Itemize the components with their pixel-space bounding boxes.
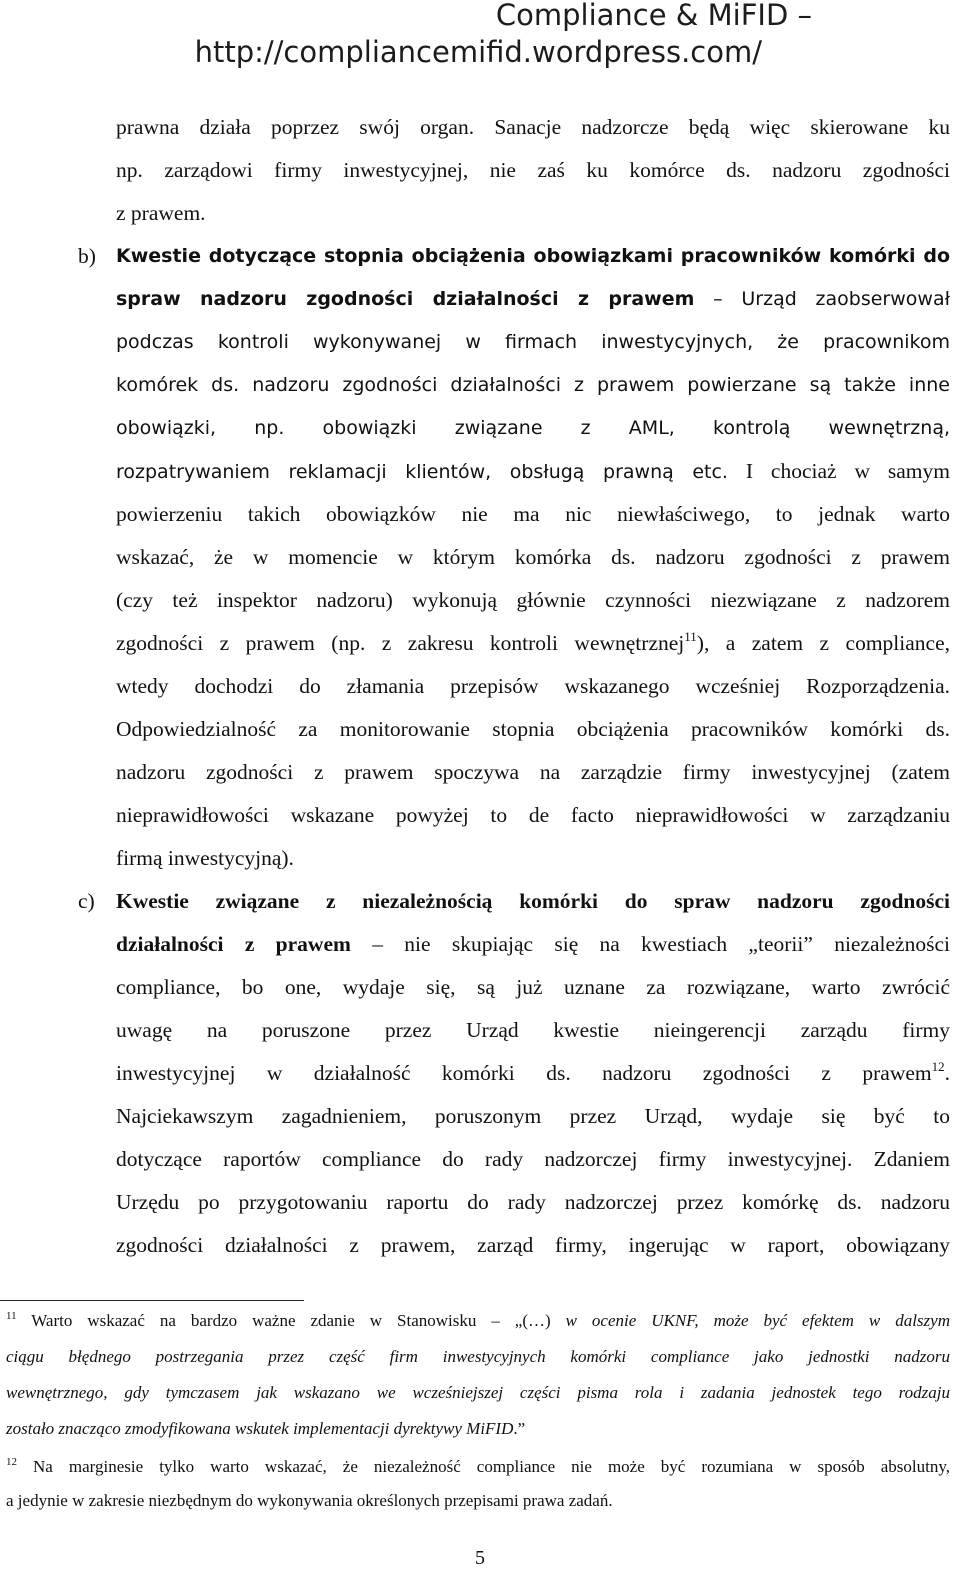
bold-heading: Kwestie związane z niezależnością komórki do spraw nadzoru zgodności (116, 889, 950, 913)
text-span: ), a zatem z compliance, (696, 631, 950, 655)
text-line: np. zarządowi firmy inwestycyjnej, nie zaś ku komórce ds. nadzoru zgodności (116, 158, 950, 182)
bold-heading: Kwestie dotyczące stopnia obciążenia obowiązkami pracowników komórki do (116, 245, 950, 267)
text-span: rozpatrywaniem reklamacji klientów, obsługą prawną etc. (116, 461, 728, 483)
bold-heading: działalności z prawem (116, 932, 351, 956)
text-line: Odpowiedzialność za monitorowanie stopnia obciążenia pracowników komórki ds. (116, 717, 950, 741)
text-line: compliance, bo one, wydaje się, są już uznane za rozwiązane, warto zwrócić (116, 975, 950, 999)
footnote-ref-12: 12 (931, 1059, 945, 1074)
text-line: uwagę na poruszone przez Urząd kwestie nieingerencji zarządu firmy (116, 1018, 950, 1042)
footnote-separator (0, 1300, 304, 1301)
text-line: wtedy dochodzi do złamania przepisów wskazanego wcześniej Rozporządzenia. (116, 674, 950, 698)
list-label-c: c) (78, 889, 95, 913)
footnote-11-line (6, 1382, 950, 1404)
footnote-11-line (6, 1346, 950, 1368)
text-line (116, 628, 950, 658)
text-span: I chociaż w samym (727, 459, 951, 483)
text-line (116, 1058, 950, 1088)
text-span: .” (513, 1419, 526, 1438)
text-span: zgodności z prawem (np. z zakresu kontroli wewnętrznej (116, 631, 685, 655)
italic-quote: ciągu błędnego postrzegania przez część firm inwestycyjnych komórki compliance jako jednostki nadzoru (6, 1347, 950, 1366)
text-line: Urzędu po przygotowaniu raportu do rady nadzorczej przez komórkę ds. nadzoru (116, 1190, 950, 1214)
text-line: obowiązki, np. obowiązki związane z AML, kontrolą wewnętrzną, (116, 417, 950, 439)
text-line (116, 886, 950, 916)
text-line: dotyczące raportów compliance do rady nadzorczej firmy inwestycyjnej. Zdaniem (116, 1147, 950, 1171)
footnote-11-line (6, 1310, 950, 1332)
text-span: – Urząd zaobserwował (694, 288, 950, 310)
page-header (0, 0, 960, 74)
text-line: nadzoru zgodności z prawem spoczywa na zarządzie firmy inwestycyjnej (zatem (116, 760, 950, 784)
list-label-b: b) (78, 244, 96, 268)
text-line: wskazać, że w momencie w którym komórka ds. nadzoru zgodności z prawem (116, 545, 950, 569)
italic-quote: zostało znacząco zmodyfikowana wskutek implementacji dyrektywy MiFID (6, 1419, 514, 1438)
text-span: Na marginesie tylko warto wskazać, że niezależność compliance nie może być rozumiana w sposób absolutny, (17, 1457, 950, 1476)
text-line: powierzeniu takich obowiązków nie ma nic niewłaściwego, to jednak warto (116, 502, 950, 526)
text-line (116, 241, 950, 271)
footnote-ref-11: 11 (684, 629, 697, 644)
italic-quote: w ocenie UKNF, może być efektem w dalszym (565, 1311, 950, 1330)
text-line: zgodności działalności z prawem, zarząd firmy, ingerując w raport, obowiązany (116, 1233, 950, 1257)
header-url: http://compliancemifid.wordpress.com/ (194, 35, 762, 69)
text-line (116, 929, 950, 959)
page-number: 5 (475, 1547, 485, 1569)
text-line: z prawem. (116, 201, 206, 225)
text-line (116, 284, 950, 314)
footnote-11-line (6, 1418, 950, 1440)
text-line: komórek ds. nadzoru zgodności działalności z prawem powierzane są także inne (116, 374, 950, 396)
italic-quote: wewnętrznego, gdy tymczasem jak wskazano we wcześniejszej części pisma rola i zadania jednostek tego rodzaju (6, 1383, 950, 1402)
text-line: podczas kontroli wykonywanej w firmach inwestycyjnych, że pracownikom (116, 331, 950, 353)
text-span: – nie skupiając się na kwestiach „teorii” niezależności (350, 932, 950, 956)
footnote-12-line (6, 1456, 950, 1478)
text-span: inwestycyjnej w działalność komórki ds. nadzoru zgodności z prawem (116, 1061, 932, 1085)
bold-heading: spraw nadzoru zgodności działalności z prawem (116, 288, 695, 310)
text-line: prawna działa poprzez swój organ. Sanacje nadzorcze będą więc skierowane ku (116, 115, 950, 139)
text-line (116, 456, 950, 487)
text-span: Warto wskazać na bardzo ważne zdanie w Stanowisku – „(…) (16, 1311, 566, 1330)
text-span: . (944, 1061, 950, 1085)
footnote-12-line: a jedynie w zakresie niezbędnym do wykonywania określonych przepisami prawa zadań. (6, 1491, 613, 1510)
text-line: firmą inwestycyjną). (116, 846, 294, 870)
text-line: Najciekawszym zagadnieniem, poruszonym przez Urząd, wydaje się być to (116, 1104, 950, 1128)
text-line: (czy też inspektor nadzoru) wykonują głównie czynności niezwiązane z nadzorem (116, 588, 950, 612)
footnote-number: 11 (6, 1310, 17, 1322)
footnote-number: 12 (6, 1456, 17, 1468)
text-line: nieprawidłowości wskazane powyżej to de facto nieprawidłowości w zarządzaniu (116, 803, 950, 827)
header-title: Compliance & MiFID – (495, 0, 812, 32)
